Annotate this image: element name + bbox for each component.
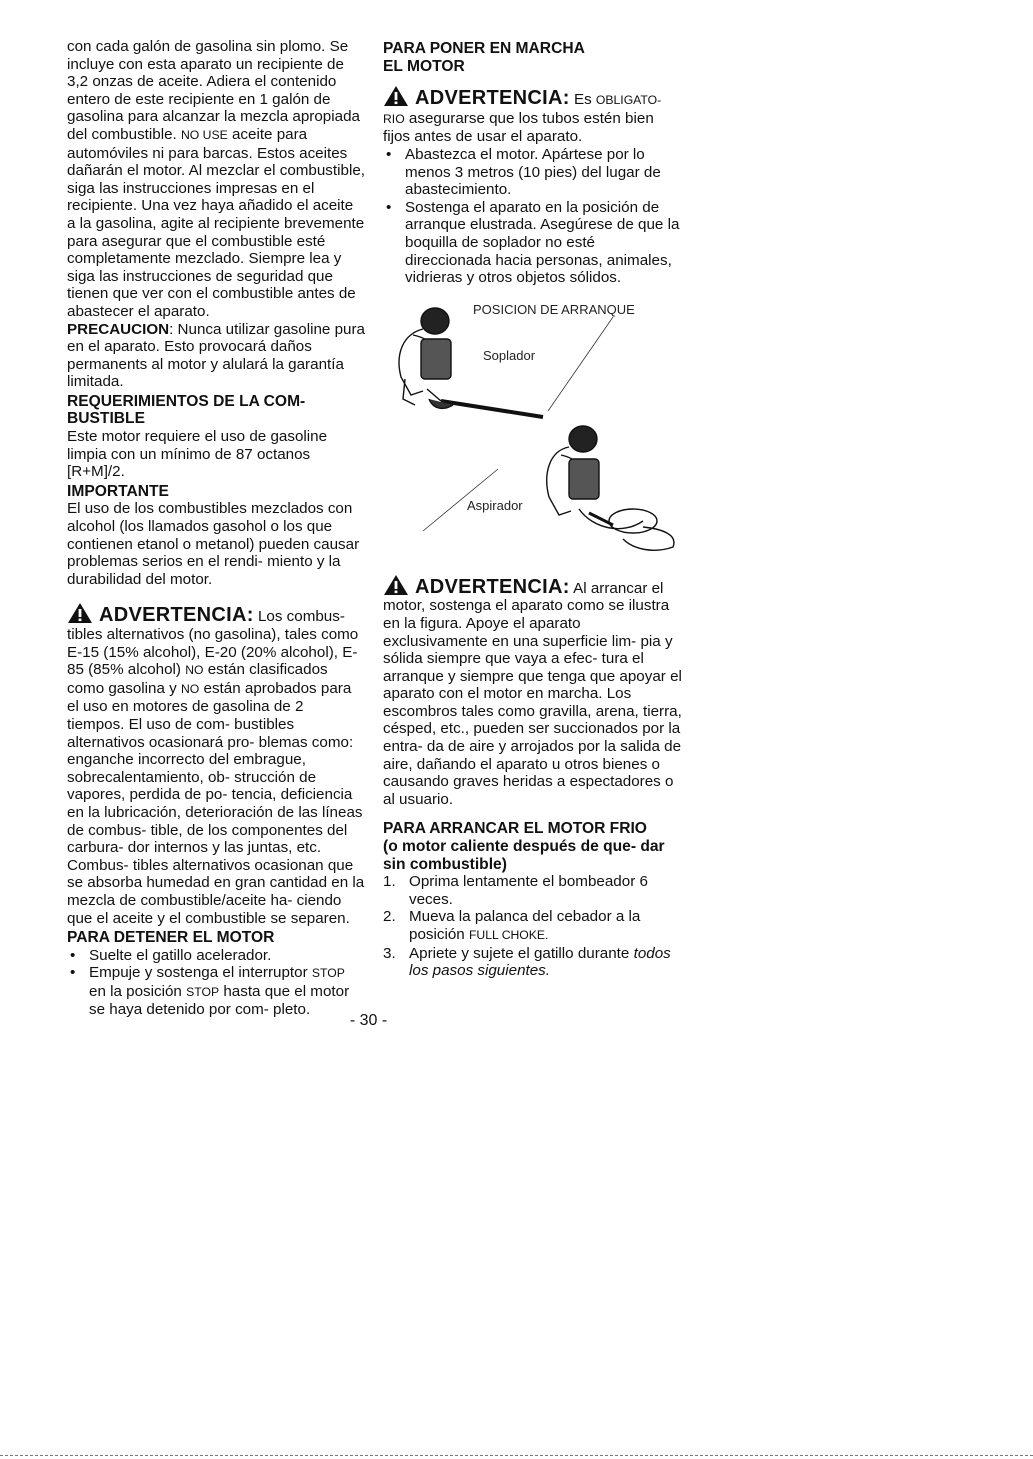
fuel-mix-paragraph: con cada galón de gasolina sin plomo. Se incluye con esta aparato un recipiente de 3,2 onzas de aceite. Adiera el contenido entero de este recipiente en 1 galón de gasolina para alcanzar la mezcla apropiada del combustible. NO USE aceite para automóviles ni para barcas. Estos aceites dañarán el motor. Al mezclar el combustible, siga las instrucciones impresas en el recipiente. Una vez haya añadido el aceite a la gasolina, agite al recipiente brevemente para asegurar que el combustible esté completamente mezclado. Siempre lea y siga las instrucciones de seguridad que tienen que ver con el combustible antes de abastecer el aparato. <box>67 38 365 320</box>
important-text: El uso de los combustibles mezclados con alcohol (los llamados gasohol o los que contienen etanol o metanol) pueden causar problemas serios en el rendi- miento y la durabilidad del motor. <box>67 500 360 588</box>
starting-position-figure <box>383 299 683 564</box>
cold-start-heading: PARA ARRANCAR EL MOTOR FRIO <box>383 820 647 838</box>
list-item: 1. Oprima lentamente el bombeador 6 veces. <box>383 873 648 908</box>
warning-title: ADVERTENCIA: <box>99 604 254 627</box>
warning-title: ADVERTENCIA: <box>415 87 570 110</box>
figure-title: POSICION DE ARRANQUE <box>473 301 635 317</box>
fuel-requirements-heading: REQUERIMIENTOS DE LA COM- BUSTIBLE <box>67 392 306 428</box>
warning-title: ADVERTENCIA: <box>415 575 570 598</box>
start-engine-heading: PARA PONER EN MARCHA EL MOTOR <box>383 40 585 75</box>
starting-warning: ADVERTENCIA: Al arrancar el motor, sostenga el aparato como se ilustra en la figura. Apoye el aparato exclusivamente en una superficie lim- pia y sólida siempre que vaya a efec- tura el arranque y siempre que tenga que apoyar el aparato con el motor en marcha. Los escombros tales como gravilla, arena, tierra, césped, etc., pueden ser succionados por la entra- da de aire y arrojados por la salida de aire, dañando el aparato u otros bienes o causando graves heridas a espectadores o al usuario. <box>383 575 682 808</box>
list-item: • Sostenga el aparato en la posición de arranque elustrada. Asegúrese de que la boquilla de soplador no esté direccionada hacia personas, animales, vidrieras y otros objetos sólidos. <box>383 199 683 287</box>
list-item: • Empuje y sostenga el interruptor STOP en la posición STOP hasta que el motor se haya detenido por com- pleto. <box>67 964 365 1019</box>
tubes-warning: ADVERTENCIA: Es OBLIGATO- RIO asegurarse que los tubos estén bien fijos antes de usar el aparato. <box>383 87 662 146</box>
no-use-notice: NO USE <box>180 127 228 142</box>
precaution-label: PRECAUCION <box>67 320 170 338</box>
alternative-fuel-warning: ADVERTENCIA: Los combus- tibles alternativos (no gasolina), tales como E-15 (15% alcohol), E-20 (20% alcohol), E-85 (85% alcohol) NO están clasificados como gasolina y NO están aprobados para el uso en motores de gasolina de 2 tiempos. El uso de com- bustibles alternativos ocasionará pro- blemas como: enganche incorrecto del embrague, sobrecalentamiento, ob- strucción de vapores, perdida de po- tencia, deficiencia en la lubricación, deterioración de las líneas de combus- tible, de los componentes del carbura- dor internos y las juntas, etc. Combus- tibles alternativos ocasionan que se absorba humedad en gran cantidad en la mezcla de combustible/aceite ha- ciendo que el aceite y el combustible se separen. <box>67 604 365 927</box>
starting-position-illustration <box>383 299 683 564</box>
right-column <box>383 38 683 980</box>
stop-engine-list <box>67 947 365 1019</box>
page-bottom-rule <box>0 1455 1033 1456</box>
precaution-paragraph: PRECAUCION: Nunca utilizar gasoline pura en el aparato. Esto provocará daños permanents al motor y alulará la garantía limitada. <box>67 320 365 391</box>
important-heading: IMPORTANTE <box>67 482 169 500</box>
list-item: • Suelte el gatillo acelerador. <box>67 947 365 965</box>
left-column <box>67 38 365 1019</box>
list-item: • Abastezca el motor. Apártese por lo menos 3 metros (10 pies) del lugar de abastecimiento. <box>383 146 683 199</box>
list-item: 2. Mueva la palanca del cebador a la posición FULL CHOKE. <box>383 908 641 943</box>
stop-engine-heading: PARA DETENER EL MOTOR <box>67 929 275 947</box>
fuel-requirements-text: Este motor requiere el uso de gasoline limpia con un mínimo de 87 octanos [R+M]/2. <box>67 428 328 481</box>
page-number: - 30 - <box>349 1012 388 1029</box>
warning-triangle-icon <box>67 602 93 624</box>
warning-triangle-icon <box>383 574 409 596</box>
list-item: 3. Apriete y sujete el gatillo durante todos los pasos siguientes. <box>383 944 671 980</box>
blower-label: Soplador <box>483 347 536 363</box>
start-bullets <box>383 146 683 287</box>
warning-triangle-icon <box>383 85 409 107</box>
cold-start-subheading: (o motor caliente después de que- dar sin combustible) <box>383 838 665 873</box>
vacuum-label: Aspirador <box>467 497 523 513</box>
cold-start-steps <box>383 873 683 980</box>
